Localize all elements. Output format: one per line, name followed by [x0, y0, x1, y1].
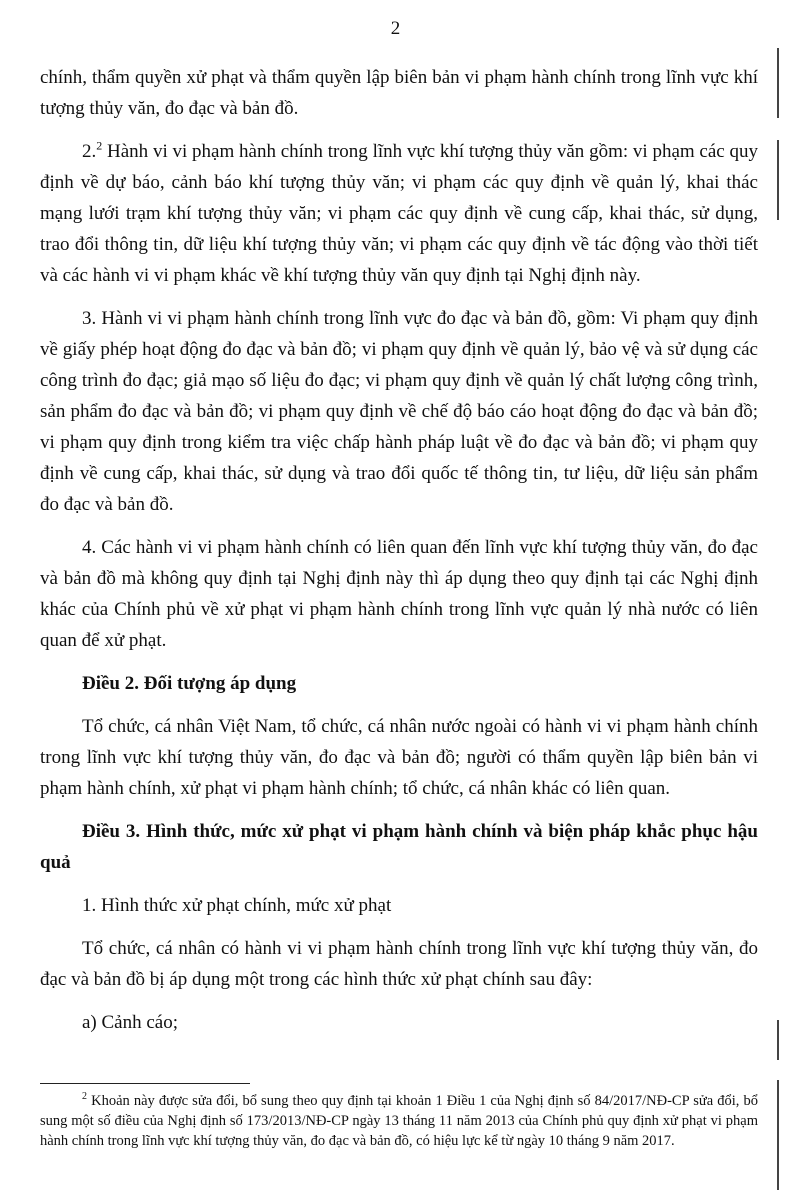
footnote-text: Khoản này được sửa đổi, bổ sung theo quy định tại khoản 1 Điều 1 của Nghị định số 84/2017/NĐ-CP sửa đổi, bổ sung một số điều của Nghị định số 173/2013/NĐ-CP ngày 13 tháng 11 năm 2013 của Chính phủ quy định xử phạt vi phạm hành chính trong lĩnh vực khí tượng thủy văn, đo đạc và bản đồ, có hiệu lực kể từ ngày 10 tháng 9 năm 2017.	[40, 1093, 758, 1149]
footnote-divider	[40, 1083, 250, 1084]
document-body	[40, 62, 758, 1050]
clause-text: Hành vi vi phạm hành chính trong lĩnh vực khí tượng thủy văn gồm: vi phạm các quy định về dự báo, cảnh báo khí tượng thủy văn; vi phạm các quy định về quản lý, khai thác mạng lưới trạm khí tượng thủy văn; vi phạm các quy định về cung cấp, khai thác, sử dụng, trao đổi thông tin, dữ liệu khí tượng thủy văn; vi phạm các quy định về tác động vào thời tiết và các hành vi vi phạm khác về khí tượng thủy văn quy định tại Nghị định này.	[40, 141, 758, 286]
paragraph-item-a: a) Cảnh cáo;	[82, 1012, 179, 1033]
paragraph-article-3-body: Tổ chức, cá nhân có hành vi vi phạm hành chính trong lĩnh vực khí tượng thủy văn, đo đạc và bản đồ bị áp dụng một trong các hình thức xử phạt chính sau đây:	[40, 938, 758, 990]
scan-margin-mark	[777, 140, 779, 220]
footnote	[40, 1091, 758, 1151]
article-2-heading: Điều 2. Đối tượng áp dụng	[82, 673, 297, 694]
paragraph-continuation: chính, thẩm quyền xử phạt và thẩm quyền lập biên bản vi phạm hành chính trong lĩnh vực khí tượng thủy văn, đo đạc và bản đồ.	[40, 67, 758, 119]
page-number: 2	[390, 18, 401, 39]
paragraph-clause-3: 3. Hành vi vi phạm hành chính trong lĩnh vực đo đạc và bản đồ, gồm: Vi phạm quy định về giấy phép hoạt động đo đạc và bản đồ; vi phạm quy định về quản lý, bảo vệ và sử dụng các công trình đo đạc; giả mạo số liệu đo đạc; vi phạm quy định về quản lý chất lượng công trình, sản phẩm đo đạc và bản đồ; vi phạm quy định về chế độ báo cáo hoạt động đo đạc và bản đồ; vi phạm quy định trong kiểm tra việc chấp hành pháp luật về đo đạc và bản đồ; vi phạm quy định về cung cấp, khai thác, sử dụng và trao đổi quốc tế thông tin, tư liệu, dữ liệu sản phẩm đo đạc và bản đồ.	[40, 308, 758, 515]
paragraph-article-3-clause-1: 1. Hình thức xử phạt chính, mức xử phạt	[82, 895, 392, 916]
article-3-heading: Điều 3. Hình thức, mức xử phạt vi phạm hành chính và biện pháp khắc phục hậu quả	[40, 821, 758, 873]
paragraph-article-2-body: Tổ chức, cá nhân Việt Nam, tổ chức, cá nhân nước ngoài có hành vi vi phạm hành chính trong lĩnh vực khí tượng thủy văn, đo đạc và bản đồ; người có thẩm quyền lập biên bản vi phạm hành chính, xử phạt vi phạm hành chính; tổ chức, cá nhân khác có liên quan.	[40, 716, 758, 799]
paragraph-clause-4: 4. Các hành vi vi phạm hành chính có liên quan đến lĩnh vực khí tượng thủy văn, đo đạc và bản đồ mà không quy định tại Nghị định này thì áp dụng theo quy định tại các Nghị định khác của Chính phủ về xử phạt vi phạm hành chính trong lĩnh vực quản lý nhà nước có liên quan để xử phạt.	[40, 537, 758, 651]
paragraph-clause-2	[40, 136, 758, 291]
footnote-number: 2	[82, 1091, 87, 1103]
footnote-reference[interactable]: 2	[96, 138, 103, 153]
scan-margin-mark	[777, 1080, 779, 1190]
clause-number: 2.	[82, 141, 97, 162]
scan-margin-mark	[777, 1020, 779, 1060]
scan-margin-mark	[777, 48, 779, 118]
